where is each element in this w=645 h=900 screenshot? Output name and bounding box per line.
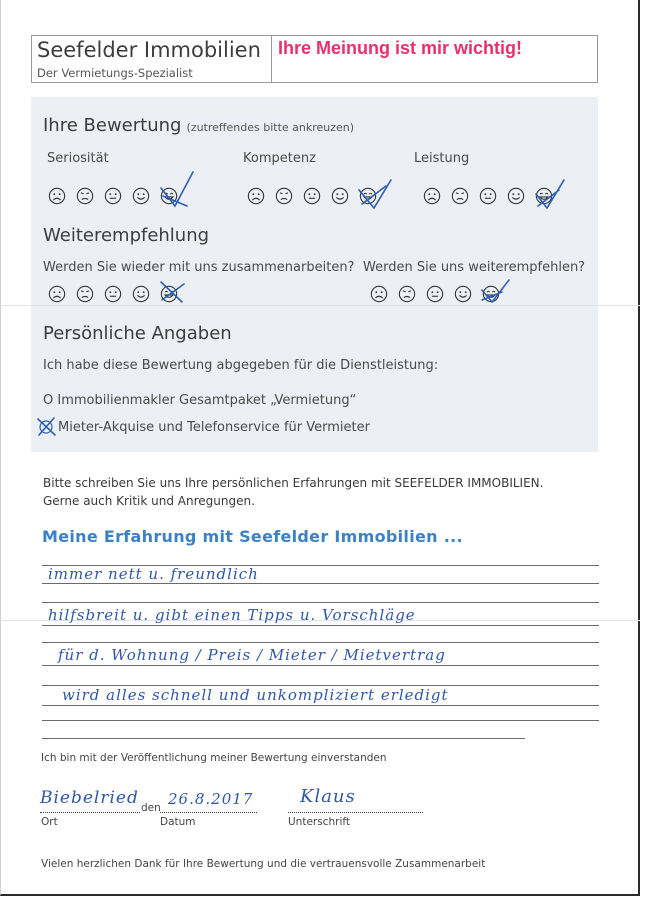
footer-thanks: Vielen herzlichen Dank für Ihre Bewertung und die vertrauensvolle Zusammenarbeit — [41, 858, 486, 870]
writing-line — [42, 625, 599, 626]
rating-note: (zutreffendes bitte ankreuzen) — [186, 121, 355, 134]
option-mieter-akquise[interactable]: Mieter-Akquise und Telefonservice für Vermieter — [58, 420, 370, 435]
checkmark-icon — [533, 176, 567, 214]
smile-face-icon[interactable] — [132, 187, 150, 205]
very-sad-face-icon[interactable] — [48, 187, 66, 205]
sad-face-icon[interactable] — [76, 187, 94, 205]
checkmark-icon — [478, 276, 512, 306]
rating-heading — [43, 115, 354, 136]
smile-face-icon[interactable] — [454, 285, 472, 303]
smile-face-icon[interactable] — [331, 187, 349, 205]
label-unterschrift: Unterschrift — [288, 816, 350, 828]
place-line — [40, 811, 140, 813]
experience-prompt-line1: Bitte schreiben Sie uns Ihre persönlichen Erfahrungen mit SEEFELDER IMMOBILIEN. — [43, 476, 544, 490]
date-value[interactable]: 26.8.2017 — [168, 790, 254, 808]
criterion-leistung: Leistung — [414, 151, 470, 166]
neutral-face-icon[interactable] — [104, 187, 122, 205]
neutral-face-icon[interactable] — [426, 285, 444, 303]
consent-text: Ich bin mit der Veröffentlichung meiner Bewertung einverstanden — [41, 752, 387, 764]
sad-face-icon[interactable] — [451, 187, 469, 205]
signature-value[interactable]: Klaus — [300, 786, 356, 807]
very-sad-face-icon[interactable] — [423, 187, 441, 205]
writing-line — [42, 583, 599, 584]
place-value[interactable]: Biebelried — [40, 788, 139, 808]
company-name: Seefelder Immobilien — [37, 38, 261, 62]
neutral-face-icon[interactable] — [303, 187, 321, 205]
signature-line — [288, 811, 423, 813]
experience-line-1[interactable]: immer nett u. freundlich — [48, 565, 259, 583]
smile-face-icon[interactable] — [132, 285, 150, 303]
writing-line — [42, 665, 599, 666]
header-divider — [271, 35, 272, 83]
writing-line — [42, 738, 525, 739]
very-sad-face-icon[interactable] — [370, 285, 388, 303]
checkmark-icon — [157, 168, 197, 212]
experience-heading: Meine Erfahrung mit Seefelder Immobilien ... — [42, 527, 463, 546]
checkmark-icon — [158, 278, 188, 306]
paper-fold — [0, 305, 640, 306]
slogan: Ihre Meinung ist mir wichtig! — [278, 38, 523, 58]
neutral-face-icon[interactable] — [479, 187, 497, 205]
very-sad-face-icon[interactable] — [48, 285, 66, 303]
experience-line-2[interactable]: hilfsbreit u. gibt einen Tipps u. Vorschläge — [48, 606, 416, 624]
writing-line — [42, 602, 599, 603]
experience-line-4[interactable]: wird alles schnell und unkompliziert erledigt — [62, 686, 449, 704]
personal-title: Persönliche Angaben — [43, 323, 232, 344]
label-ort: Ort — [41, 816, 58, 828]
experience-line-3[interactable]: für d. Wohnung / Preis / Mieter / Mietvertrag — [58, 646, 446, 664]
label-datum: Datum — [160, 816, 196, 828]
question-recommend: Werden Sie uns weiterempfehlen? — [363, 260, 586, 275]
recommendation-title: Weiterempfehlung — [43, 225, 210, 246]
very-sad-face-icon[interactable] — [247, 187, 265, 205]
question-work-again: Werden Sie wieder mit uns zusammenarbeiten? — [43, 260, 355, 275]
sad-face-icon[interactable] — [398, 285, 416, 303]
neutral-face-icon[interactable] — [104, 285, 122, 303]
checkmark-icon — [356, 174, 394, 214]
writing-line — [42, 642, 599, 643]
personal-intro: Ich habe diese Bewertung abgegeben für die Dienstleistung: — [43, 358, 439, 373]
writing-line — [42, 720, 599, 721]
date-line — [160, 811, 257, 813]
company-tagline: Der Vermietungs-Spezialist — [37, 66, 193, 80]
experience-prompt-line2: Gerne auch Kritik und Anregungen. — [43, 494, 255, 508]
option-gesamtpaket[interactable]: O Immobilienmakler Gesamtpaket „Vermietung“ — [43, 393, 357, 408]
criterion-kompetenz: Kompetenz — [243, 151, 316, 166]
rating-title: Ihre Bewertung — [43, 115, 182, 136]
sad-face-icon[interactable] — [275, 187, 293, 205]
sad-face-icon[interactable] — [76, 285, 94, 303]
smile-face-icon[interactable] — [507, 187, 525, 205]
criterion-seriositaet: Seriosität — [47, 151, 109, 166]
den-label: den — [141, 802, 161, 814]
checkbox-cross-icon[interactable] — [36, 416, 58, 438]
writing-line — [42, 705, 599, 706]
